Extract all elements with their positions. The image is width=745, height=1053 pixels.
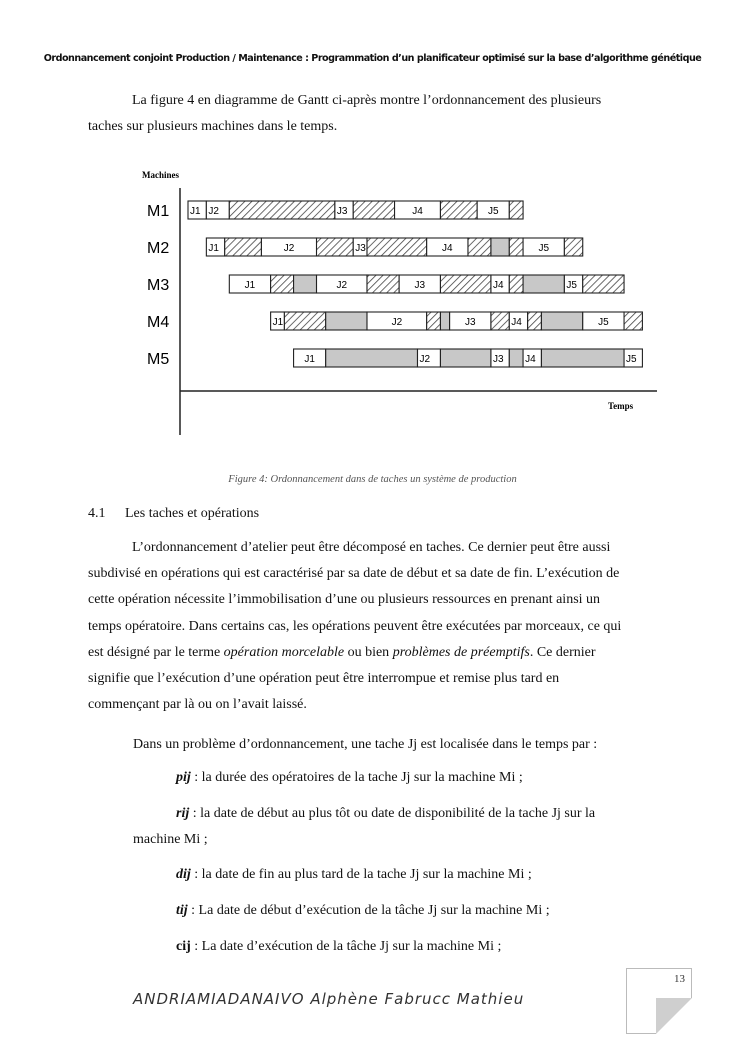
- y-axis-label: Machines: [142, 170, 179, 180]
- gantt-label-m5-j1: J1: [304, 354, 315, 365]
- body-line-6: signifie que l’exécution d’une opération peut être interrompue et remise plus tard en: [88, 671, 560, 687]
- gantt-bar-m5-idle-3: [440, 349, 490, 367]
- gantt-label-m4-j5: J5: [598, 317, 609, 328]
- body-line-5: est désigné par le terme opération morcelable ou bien problèmes de préemptifs. Ce dernier: [88, 644, 596, 660]
- page-curl: [656, 998, 692, 1034]
- gantt-label-m2-j2: J2: [283, 243, 295, 254]
- definition-cij: cij : La date d’exécution de la tâche Jj sur la machine Mi ;: [176, 939, 502, 954]
- gantt-label-m3-j1: J1: [244, 280, 256, 291]
- gantt-label-m2-j4: J4: [442, 243, 453, 254]
- intro-paragraph: [88, 88, 655, 140]
- gantt-label-m3-j4: J4: [492, 280, 504, 291]
- machine-label-m3: M3: [147, 277, 170, 294]
- gantt-label-m1-j5: J5: [487, 206, 499, 217]
- gantt-bar-m2-maint-11: [564, 238, 582, 256]
- gantt-bar-m2-maint-1: [225, 238, 262, 256]
- gantt-chart: [130, 160, 670, 455]
- gantt-bar-m2-maint-9: [509, 238, 523, 256]
- section-number: 4.1: [88, 506, 106, 521]
- definition-dij: dij : la date de fin au plus tard de la tache Jj sur la machine Mi ;: [176, 867, 532, 882]
- gantt-label-m3-j3: J3: [414, 280, 426, 291]
- gantt-bar-m5-idle-5: [509, 349, 523, 367]
- gantt-bar-m4-idle-10: [541, 312, 582, 330]
- gantt-bar-m1-maint-8: [509, 201, 523, 219]
- gantt-label-m3-j2: J2: [336, 280, 348, 291]
- gantt-label-m5-j2: J2: [419, 354, 431, 365]
- gantt-bar-m1-maint-6: [440, 201, 477, 219]
- gantt-label-m1-j3: J3: [336, 206, 348, 217]
- gantt-bar-m3-maint-6: [440, 275, 490, 293]
- gantt-label-m2-j5: J5: [538, 243, 550, 254]
- definition-pij: pij : la durée des opératoires de la tache Jj sur la machine Mi ;: [176, 770, 523, 785]
- term-preemptifs: problèmes de préemptifs: [392, 644, 530, 660]
- gantt-bar-m1-maint-4: [353, 201, 394, 219]
- gantt-bar-m2-maint-3: [317, 238, 354, 256]
- gantt-label-m1-j1: J1: [190, 206, 201, 217]
- body-line-2: subdivisé en opérations qui est caractérisé par sa date de début et sa date de fin. L’exécution de: [88, 566, 620, 582]
- gantt-bar-m4-maint-4: [427, 312, 441, 330]
- gantt-label-m4-j4: J4: [511, 317, 522, 328]
- definitions-intro: Dans un problème d’ordonnancement, une tache Jj est localisée dans le temps par :: [133, 737, 598, 752]
- gantt-bar-m2-idle-8: [491, 238, 509, 256]
- footer-author: ANDRIAMIADANAIVO Alphène Fabrucc Mathieu: [133, 990, 525, 1008]
- intro-line-2: taches sur plusieurs machines dans le temps.: [88, 119, 338, 135]
- body-line-3: cette opération nécessite l’immobilisation d’une ou plusieurs ressources en prenant ainsi un: [88, 592, 601, 608]
- gantt-bar-m2-maint-5: [367, 238, 427, 256]
- page-number: 13: [674, 973, 685, 985]
- gantt-bar-m3-idle-9: [523, 275, 564, 293]
- gantt-bar-m3-idle-2: [294, 275, 317, 293]
- machine-label-m5: M5: [147, 351, 170, 368]
- page-number-box: [626, 968, 692, 1034]
- intro-line-1: La figure 4 en diagramme de Gantt ci-après montre l’ordonnancement des plusieurs: [132, 93, 602, 108]
- gantt-label-m4-j1: J1: [272, 317, 284, 328]
- gantt-label-m2-j1: J1: [208, 243, 219, 254]
- machine-label-m1: M1: [147, 203, 170, 220]
- gantt-bar-m3-maint-4: [367, 275, 399, 293]
- x-axis-label: Temps: [608, 401, 634, 411]
- gantt-bar-m2-maint-7: [468, 238, 491, 256]
- gantt-bar-m5-idle-1: [326, 349, 418, 367]
- gantt-bar-m4-maint-12: [624, 312, 642, 330]
- gantt-label-m4-j3: J3: [465, 317, 476, 328]
- definition-tij: tij : La date de début d’exécution de la tâche Jj sur la machine Mi ;: [176, 903, 550, 918]
- gantt-bar-m5-idle-7: [541, 349, 624, 367]
- body-line-7: commençant par là ou on l’avait laissé.: [88, 697, 307, 713]
- term-morcelable: opération morcelable: [223, 644, 345, 660]
- definition-rij: rij : la date de début au plus tôt ou date de disponibilité de la tache Jj sur la machine Mi ;: [133, 806, 596, 847]
- gantt-label-m2-j3: J3: [355, 243, 366, 254]
- gantt-bar-m3-maint-1: [271, 275, 294, 293]
- gantt-bar-m4-maint-1: [284, 312, 325, 330]
- gantt-bar-m3-maint-8: [509, 275, 523, 293]
- body-line-1: L’ordonnancement d’atelier peut être décomposé en taches. Ce dernier peut être aussi: [132, 540, 611, 555]
- gantt-bar-m4-idle-5: [440, 312, 449, 330]
- body-paragraph: [88, 535, 655, 718]
- body-line-4: temps opératoire. Dans certains cas, les opérations peuvent être exécutées par morceaux, ce qui: [88, 618, 622, 634]
- gantt-label-m5-j3: J3: [492, 354, 504, 365]
- gantt-bar-m4-idle-2: [326, 312, 367, 330]
- section-title: Les taches et opérations: [125, 506, 260, 521]
- running-header: Ordonnancement conjoint Production / Maintenance : Programmation d’un planificateur optimisé sur la base d’algorithme génétique: [43, 53, 702, 64]
- gantt-label-m3-j5: J5: [566, 280, 577, 291]
- figure-caption: Figure 4: Ordonnancement dans de taches un système de production: [228, 474, 517, 485]
- gantt-label-m1-j4: J4: [412, 206, 423, 217]
- machine-label-m4: M4: [147, 314, 170, 331]
- gantt-label-m5-j5: J5: [626, 354, 637, 365]
- gantt-bar-m4-maint-7: [491, 312, 509, 330]
- machine-label-m2: M2: [147, 240, 170, 257]
- section-heading: [88, 506, 259, 522]
- gantt-label-m5-j4: J4: [525, 354, 536, 365]
- gantt-bar-m4-maint-9: [528, 312, 542, 330]
- gantt-label-m4-j2: J2: [391, 317, 403, 328]
- gantt-label-m1-j2: J2: [208, 206, 219, 217]
- gantt-bar-m3-maint-11: [583, 275, 624, 293]
- gantt-bar-m1-maint-2: [229, 201, 335, 219]
